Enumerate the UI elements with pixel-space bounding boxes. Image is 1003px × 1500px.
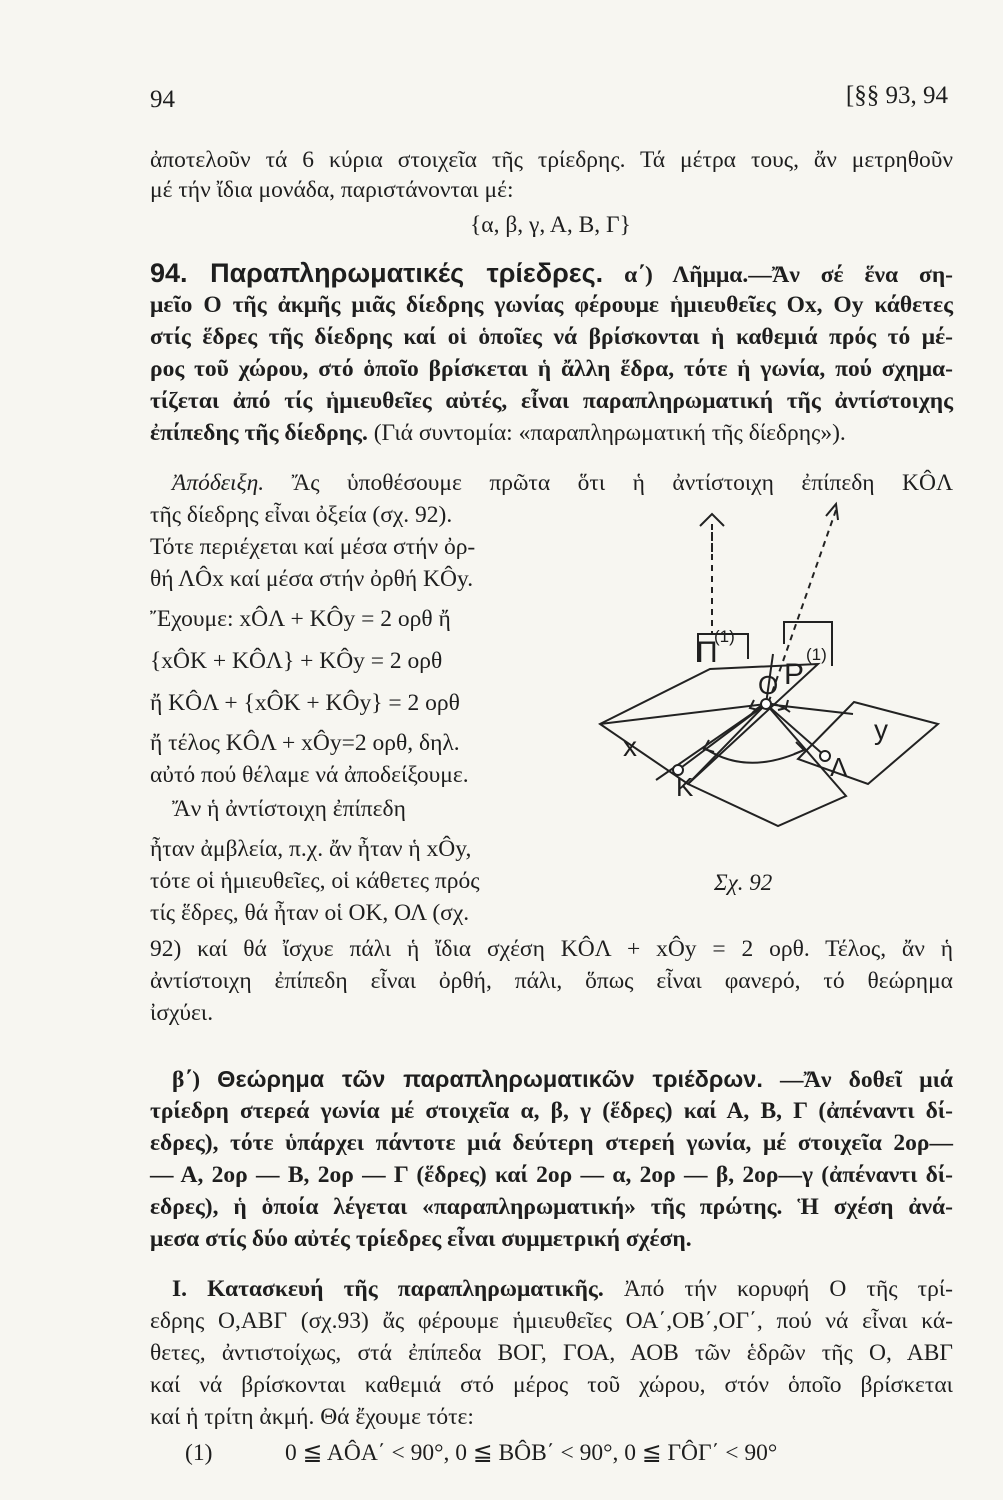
proof-line: 92) καί θά ἴσχυε πάλι ἡ ἴδια σχέση ΚÔΛ + xÔy = 2 ορθ. Τέλος, ἄν ἡ xyxy=(150,936,953,962)
element-set: {α, β, γ, Α, Β, Γ} xyxy=(470,212,631,238)
lemma-last-line xyxy=(150,418,953,448)
construction-line: καί ἡ τρίτη ἀκμή. Θά ἔχουμε τότε: xyxy=(150,1404,474,1430)
proof-line: Ἄν ἡ ἀντίστοιχη ἐπίπεδη xyxy=(172,796,406,822)
proof-line: τότε οἱ ἡμιευθεῖες, οἱ κάθετες πρός xyxy=(150,868,480,894)
proof-equation: Ἔχουμε: xÔΛ + ΚÔy = 2 ορθ ἤ xyxy=(150,606,451,632)
label-y: y xyxy=(874,714,888,745)
theorem-title: Θεώρημα τῶν παραπληρωματικῶν τριέδρων. xyxy=(217,1066,763,1092)
section-94-heading xyxy=(150,258,953,290)
theorem-line: εδρες), ἡ ὁποία λέγεται «παραπληρωματική» τῆς πρώτης. Ἡ σχέση ἀνά- xyxy=(150,1194,953,1220)
lemma-line: ρος τοῦ χώρου, στό ὁποῖο βρίσκεται ἡ ἄλλη ἕδρα, τότε ἡ γωνία, πού σχημα- xyxy=(150,356,953,382)
page-number: 94 xyxy=(150,86,175,113)
theorem-line: τρίεδρη στερεά γωνία μέ στοιχεῖα α, β, γ (ἕδρες) καί Α, Β, Γ (ἀπέναντι δί- xyxy=(150,1098,953,1124)
lemma-label: α΄) Λῆμμα.— xyxy=(624,262,772,288)
label-rho-superscript: (1) xyxy=(806,645,827,664)
equation-body: 0 ≦ ΑÔΑ΄ < 90°, 0 ≦ ΒÔΒ΄ < 90°, 0 ≦ ΓÔΓ΄ < 90° xyxy=(285,1440,778,1466)
proof-line: θή ΛÔx καί μέσα στήν ὀρθή ΚÔy. xyxy=(150,566,474,592)
text-line: μέ τήν ἴδια μονάδα, παριστάνονται μέ: xyxy=(150,177,514,203)
section-title: 94. Παραπληρωματικές τρίεδρες. xyxy=(150,258,604,288)
theorem-text: —Ἄν δοθεῖ μιά xyxy=(762,1067,954,1093)
theorem-b-first-line xyxy=(172,1064,953,1095)
label-pi: Π xyxy=(696,636,718,669)
lemma-line: στίς ἕδρες τῆς δίεδρης καί οἱ ὁποῖες νά βρίσκονται ἡ καθεμιά πρός τό μέ- xyxy=(150,324,953,350)
theorem-line: μεσα στίς δύο αὐτές τρίεδρες εἶναι συμμετρική σχέση. xyxy=(150,1226,692,1252)
section-reference: [§§ 93, 94 xyxy=(845,82,948,109)
construction-text: Ἀπό τήν κορυφή Ο τῆς τρί- xyxy=(603,1276,953,1302)
construction-label: Ι. Κατασκευή τῆς παραπληρωματικῆς. xyxy=(172,1276,604,1302)
proof-line: ἰσχύει. xyxy=(150,1000,214,1026)
label-rho: P xyxy=(784,658,805,691)
lemma-line: μεῖο Ο τῆς ἀκμῆς μιᾶς δίεδρης γωνίας φέρουμε ἡμιευθεῖες Οx, Oy κάθετες xyxy=(150,292,953,318)
proof-line: τίς ἕδρες, θά ἦταν οἱ ΟΚ, ΟΛ (σχ. xyxy=(150,900,470,926)
proof-equation: {xÔΚ + ΚÔΛ} + ΚÔy = 2 ορθ xyxy=(150,648,443,674)
label-pi-superscript: (1) xyxy=(714,627,735,646)
dihedral-diagram xyxy=(578,494,950,934)
proof-line: ἦταν ἀμβλεία, π.χ. ἄν ἦταν ἡ xÔy, xyxy=(150,836,472,862)
label-x: x xyxy=(623,731,637,762)
proof-line: ἀντίστοιχη ἐπίπεδη εἶναι ὀρθή, πάλι, ὅπως εἶναι φανερό, τό θεώρημα xyxy=(150,968,953,994)
proof-equation: ἤ ΚÔΛ + {xÔΚ + ΚÔy} = 2 ορθ xyxy=(150,690,460,716)
label-lambda: Λ xyxy=(830,752,848,782)
label-k: K xyxy=(676,772,694,802)
construction-first-line xyxy=(172,1274,953,1304)
theorem-line: εδρες), τότε ὑπάρχει πάντοτε μιά δεύτερη στερεή γωνία, μέ στοιχεῖα 2ορ— xyxy=(150,1130,953,1156)
proof-equation: ἤ τέλος ΚÔΛ + xÔy=2 ορθ, δηλ. xyxy=(150,730,460,756)
proof-line: αὐτό πού θέλαμε νά ἀποδείξουμε. xyxy=(150,762,469,788)
theorem-label: β΄) xyxy=(172,1067,201,1093)
label-o: O xyxy=(758,670,779,700)
lemma-last-bold: ἐπίπεδης τῆς δίεδρης. xyxy=(150,420,368,446)
proof-line: Τότε περιέχεται καί μέσα στήν ὀρ- xyxy=(150,534,476,560)
equation-number: (1) xyxy=(185,1440,213,1466)
lemma-line: τίζεται ἀπό τίς ἡμιευθεῖες αὐτές, εἶναι παραπληρωματική τῆς ἀντίστοιχης xyxy=(150,388,953,414)
figure-caption: Σχ. 92 xyxy=(714,870,773,895)
proof-text: Ἄς ὑποθέσουμε πρῶτα ὅτι ἡ ἀντίστοιχη ἐπίπεδη ΚÔΛ xyxy=(264,470,953,496)
lemma-last-normal: (Γιά συντομία: «παραπληρωματική τῆς δίεδρης»). xyxy=(367,420,846,446)
theorem-line: — Α, 2ορ — Β, 2ορ — Γ (ἕδρες) καί 2ορ — α, 2ορ — β, 2ορ—γ (ἀπέναντι δί- xyxy=(150,1162,953,1188)
construction-line: θετες, ἀντιστοίχως, στά ἐπίπεδα ΒΟΓ, ΓΟΑ, ΑΟΒ τῶν ἑδρῶν τῆς Ο, ΑΒΓ xyxy=(150,1340,953,1366)
proof-line: τῆς δίεδρης εἶναι ὀξεία (σχ. 92). xyxy=(150,502,453,528)
lemma-text: Ἄν σέ ἕνα ση- xyxy=(771,262,954,288)
proof-label: Ἀπόδειξη. xyxy=(172,470,265,496)
text-line: ἀποτελοῦν τά 6 κύρια στοιχεῖα τῆς τρίεδρης. Τά μέτρα τους, ἄν μετρηθοῦν xyxy=(150,147,953,173)
figure-92 xyxy=(578,494,950,934)
construction-line: καί νά βρίσκονται καθεμιά στό μέρος τοῦ χώρου, στόν ὁποῖο βρίσκεται xyxy=(150,1372,953,1398)
construction-line: εδρης Ο,ΑΒΓ (σχ.93) ἄς φέρουμε ἡμιευθεῖες ΟΑ΄,ΟΒ΄,ΟΓ΄, πού νά εἶναι κά- xyxy=(150,1308,953,1334)
